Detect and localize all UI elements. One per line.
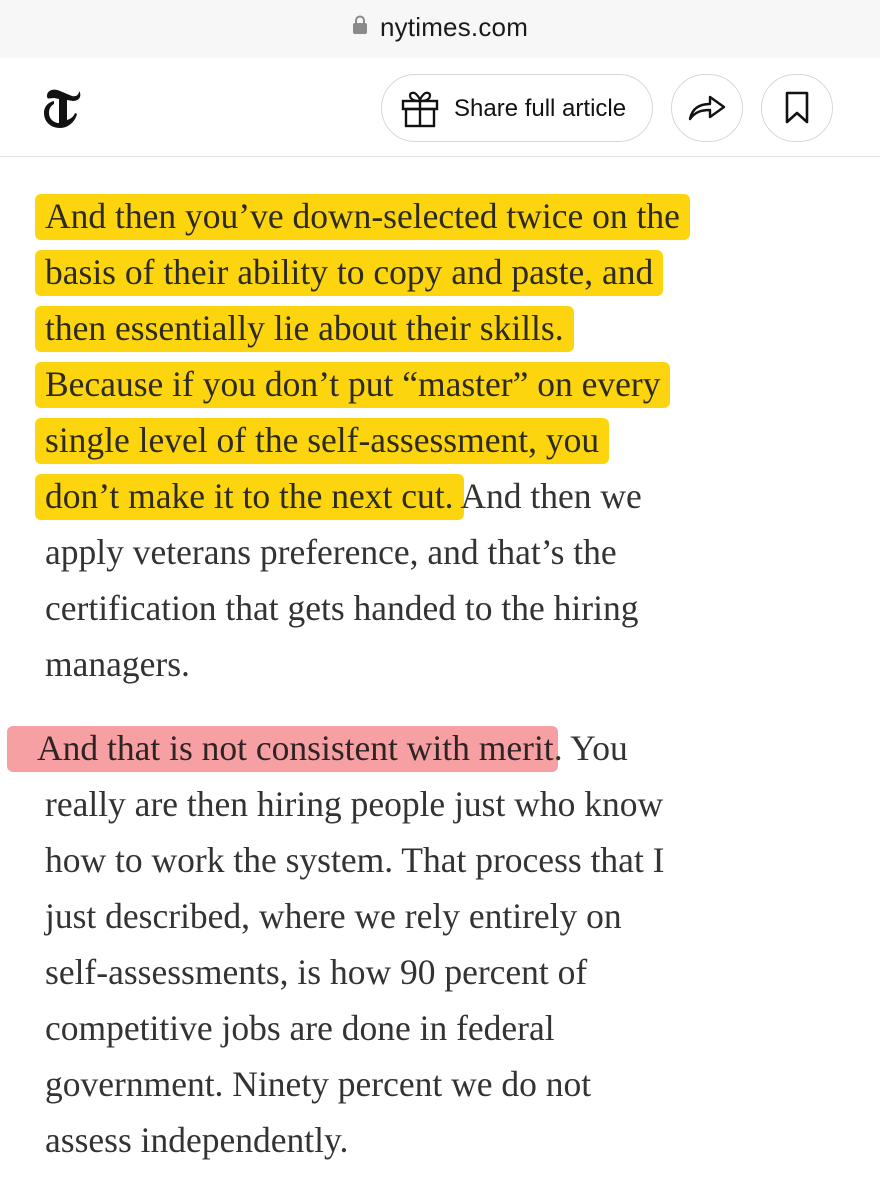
share-full-article-label: Share full article: [454, 95, 627, 122]
body-text: . You: [553, 728, 628, 768]
share-arrow-icon: [687, 93, 727, 123]
highlighted-text: don’t make it to the next cut.: [35, 474, 464, 520]
text-line: competitive jobs are done in federal: [45, 1008, 555, 1048]
text-line: [45, 244, 865, 300]
text-line: assess independently.: [45, 1120, 349, 1160]
text-line: [45, 188, 865, 244]
url-text: nytimes.com: [379, 12, 529, 42]
text-line: really are then hiring people just who know: [45, 784, 664, 824]
text-line: [45, 468, 865, 524]
lock-icon: [352, 11, 368, 42]
bookmark-icon: [784, 91, 810, 125]
highlighted-text: single level of the self-assessment, you: [35, 418, 609, 464]
text-line: managers.: [45, 644, 190, 684]
browser-url-bar[interactable]: [0, 0, 880, 58]
bookmark-button[interactable]: [761, 74, 833, 142]
article-paragraph-2: [37, 720, 865, 1168]
text-line: government. Ninety percent we do not: [45, 1064, 592, 1104]
text-line: apply veterans preference, and that’s the: [45, 532, 617, 572]
highlighted-text-red: And that is not consistent with merit: [7, 726, 558, 772]
text-line: [45, 300, 865, 356]
highlighted-text: And then you’ve down-selected twice on the: [35, 194, 690, 240]
highlighted-text: basis of their ability to copy and paste, and: [35, 250, 663, 296]
text-line: just described, where we rely entirely on: [45, 896, 622, 936]
text-line: certification that gets handed to the hiring: [45, 588, 639, 628]
url-display[interactable]: [0, 12, 880, 43]
text-line: self-assessments, is how 90 percent of: [45, 952, 588, 992]
article-header: [0, 58, 880, 157]
text-line: [45, 356, 865, 412]
text-line: how to work the system. That process that I: [45, 840, 665, 880]
article-body: [37, 188, 865, 1168]
text-line: [37, 720, 865, 776]
nyt-logo-icon[interactable]: [38, 84, 86, 132]
body-text: And then we: [453, 476, 642, 516]
share-full-article-button[interactable]: [381, 74, 653, 142]
share-button[interactable]: [671, 74, 743, 142]
highlighted-text: Because if you don’t put “master” on every: [35, 362, 670, 408]
gift-icon: [400, 90, 440, 133]
highlighted-text: then essentially lie about their skills.: [35, 306, 574, 352]
text-line: [45, 412, 865, 468]
article-paragraph-1: [45, 188, 865, 692]
